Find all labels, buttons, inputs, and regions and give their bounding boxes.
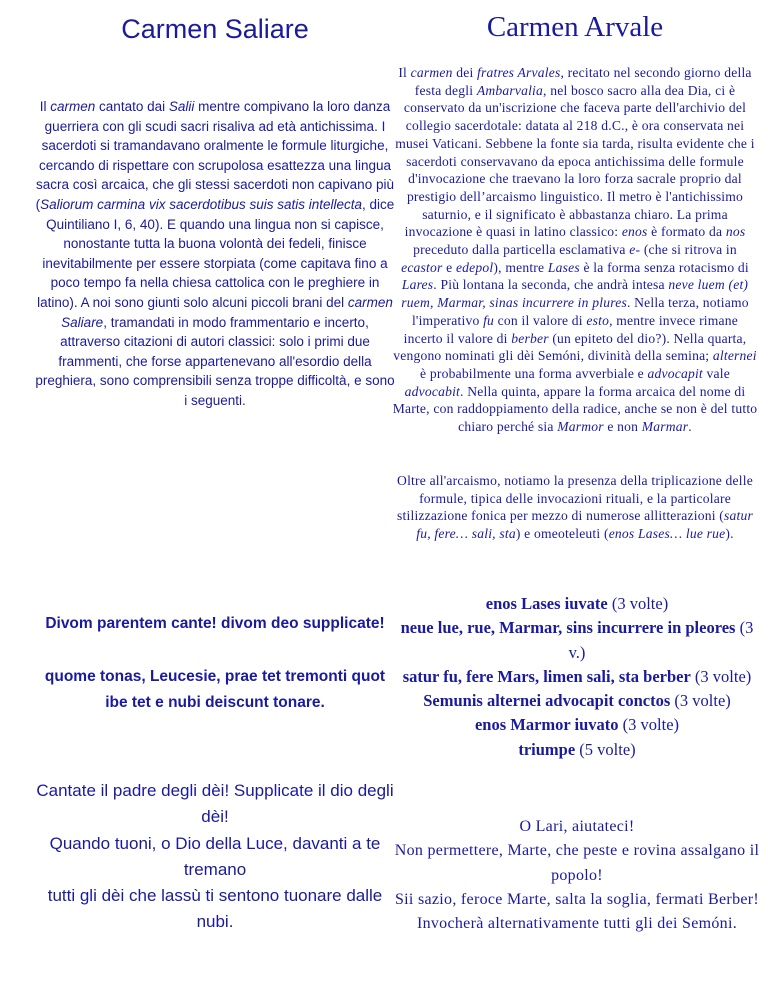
- arvale-latin-verse-5: enos Marmor iuvato (3 volte): [474, 715, 680, 735]
- italic-term: Saliorum carmina vix sacerdotibus suis satis intellecta: [40, 196, 363, 212]
- italic-term: Marmar: [641, 419, 689, 435]
- italic-term: e-: [629, 242, 641, 258]
- text-run: Il: [398, 65, 411, 80]
- arvale-latin-verse-4: Semunis alternei advocapit conctos (3 volte): [423, 691, 731, 711]
- text-run: , nel bosco sacro alla dea Dia, ci è conservato da un'iscrizione che faceva parte dell'archivio del collegio sacerdotale: datata al 218 d.C., è ora conservata nei musei Vaticani. Sebbene la fonte sia tarda, risulta evidente che i sacerdoti conservavano da epoca antichissima delle formule d'invocazione che traevano la loro forza sacrale proprio dal prestigio dell’arcaismo linguistico. Il metro è l'antichissimo saturnio, e il significato è abbastanza chiaro. La prima invocazione è quasi in latino classico:: [395, 82, 755, 240]
- text-run: vale: [702, 365, 730, 381]
- text-run: è formato da: [647, 224, 726, 240]
- italic-term: neve luem (et) ruem, Marmar, sinas incurrere in plures: [401, 277, 749, 311]
- text-run: .: [688, 419, 692, 435]
- italic-term: enos Lases… lue rue: [608, 526, 726, 542]
- text-run: , dice Quintiliano I, 6, 40). E quando una lingua non si capisce, nonostante tutta la buona volontà dei fedeli, finisce inevitabilmente per essere storpiata (come capitava fino a poco tempo fa nella chiesa cattolica con le preghiere in latino). A noi sono giunti solo alcuni piccoli brani del: [37, 196, 395, 310]
- italic-term: advocabit: [404, 383, 461, 399]
- arvale-intro-paragraph: [392, 64, 758, 436]
- saliare-latin-verse-1: Divom parentem cante! divom deo supplicate!: [45, 615, 385, 632]
- italic-term: carmen: [50, 99, 96, 114]
- text-run: Il: [39, 99, 51, 114]
- italic-term: carmen Saliare: [61, 294, 393, 330]
- italic-term: berber: [511, 330, 549, 346]
- arvale-translation-line-2: Non permettere, Marte, che peste e rovina assalgano il popolo!: [394, 842, 760, 884]
- italic-term: satur fu, fere… sali, sta: [416, 508, 753, 542]
- arvale-latin-verse-2: neue lue, rue, Marmar, sins incurrere in pleores (3 v.): [400, 618, 754, 662]
- text-run: . Nella terza, notiamo l'imperativo: [411, 295, 749, 328]
- text-run: Oltre all'arcaismo, notiamo la presenza della triplicazione delle formule, tipica delle invocazioni rituali, e la particolare stilizzazione fonica per mezzo di numerose allitterazioni (: [397, 473, 753, 524]
- arvale-translation-line-1: O Lari, aiutateci!: [519, 818, 635, 835]
- italic-term: Lases: [547, 259, 580, 275]
- text-run: , tramandati in modo frammentario e incerto, attraverso citazioni di autori classici: solo i primi due frammenti, che forse appartenevano all'esordio della preghiera, sono comprensibili senza troppe difficoltà, e sono i seguenti.: [35, 314, 395, 408]
- saliare-intro-paragraph: [35, 97, 395, 411]
- text-run: e: [442, 259, 456, 275]
- saliare-translation: [35, 778, 395, 936]
- arvale-latin-verse-6: triumpe (5 volte): [518, 739, 636, 759]
- text-run: mentre compivano la loro danza guerriera con gli scudi sacri risaliva ad età antichissima. I sacerdoti si tramandavano oralmente le formule liturgiche, cercando di rispettare con scrupolosa esattezza una lingua sacra così arcaica, che gli stessi sacerdoti non capivano più (: [35, 99, 394, 212]
- italic-term: alternei: [712, 348, 757, 364]
- arvale-latin-verse-3: satur fu, fere Mars, limen sali, sta berber (3 volte): [402, 666, 752, 686]
- italic-term: Lares: [401, 277, 434, 293]
- italic-term: Ambarvalia: [476, 82, 544, 98]
- italic-term: Salii: [168, 99, 195, 114]
- arvale-style-paragraph: [392, 472, 758, 543]
- text-run: cantato dai: [95, 99, 169, 114]
- text-run: ) e omeoteleuti (: [515, 526, 609, 542]
- italic-term: enos: [621, 224, 648, 240]
- text-run: è la forma senza rotacismo di: [579, 259, 749, 275]
- text-run: preceduto dalla particella esclamativa: [413, 242, 630, 258]
- arvale-translation-line-3: Sii sazio, feroce Marte, salta la soglia, fermati Berber!: [394, 890, 760, 908]
- italic-term: ecastor: [401, 259, 443, 275]
- text-run: (un epiteto del dio?). Nella quarta, vengono nominati gli dèi Semóni, divinità della semina;: [393, 330, 747, 364]
- italic-term: nos: [725, 224, 746, 240]
- text-run: dei: [452, 65, 478, 80]
- text-run: (che si ritrova in: [640, 242, 737, 258]
- italic-term: edepol: [455, 259, 494, 275]
- text-run: è probabilmente una forma avverbiale e: [420, 365, 648, 381]
- italic-term: advocapit: [647, 365, 703, 381]
- arvale-translation: [392, 815, 762, 936]
- italic-term: carmen: [410, 65, 453, 80]
- text-run: , mentre invece rimane incerto il valore di: [403, 312, 739, 346]
- italic-term: esto: [586, 312, 610, 328]
- saliare-translation-line-1: Cantate il padre degli dèi! Supplicate il dio degli dèi!: [36, 781, 394, 827]
- italic-term: fratres Arvales: [477, 65, 561, 80]
- text-run: . Più lontana la seconda, che andrà intesa: [433, 277, 669, 293]
- text-run: . Nella quinta, appare la forma arcaica del nome di Marte, con raddoppiamento della radice, anche se non è del tutto chiaro perché sia: [392, 383, 758, 435]
- arvale-latin-verses: [392, 592, 762, 762]
- title-carmen-arvale: Carmen Arvale: [486, 11, 664, 43]
- italic-term: Marmor: [557, 419, 604, 435]
- italic-term: fu: [483, 312, 495, 328]
- arvale-latin-verse-1: enos Lases iuvate (3 volte): [485, 594, 669, 613]
- title-carmen-saliare: Carmen Saliare: [121, 14, 309, 44]
- saliare-latin-verse-2: quome tonas, Leucesie, prae tet tremonti quot ibe tet e nubi deiscunt tonare.: [44, 667, 386, 711]
- text-run: ), mentre: [493, 259, 548, 275]
- text-run: e non: [603, 419, 642, 435]
- arvale-translation-line-4: Invocherà alternativamente tutti gli dei Semóni.: [416, 915, 738, 933]
- saliare-translation-line-2: Quando tuoni, o Dio della Luce, davanti a te tremano: [49, 833, 381, 879]
- text-run: con il valore di: [494, 312, 587, 328]
- text-run: , recitato nel secondo giorno della festa degli: [414, 65, 752, 98]
- saliare-translation-line-3: tutti gli dèi che lassù ti sentono tuonare dalle nubi.: [47, 886, 383, 932]
- text-run: ).: [725, 526, 734, 542]
- saliare-latin-verses: [35, 611, 395, 717]
